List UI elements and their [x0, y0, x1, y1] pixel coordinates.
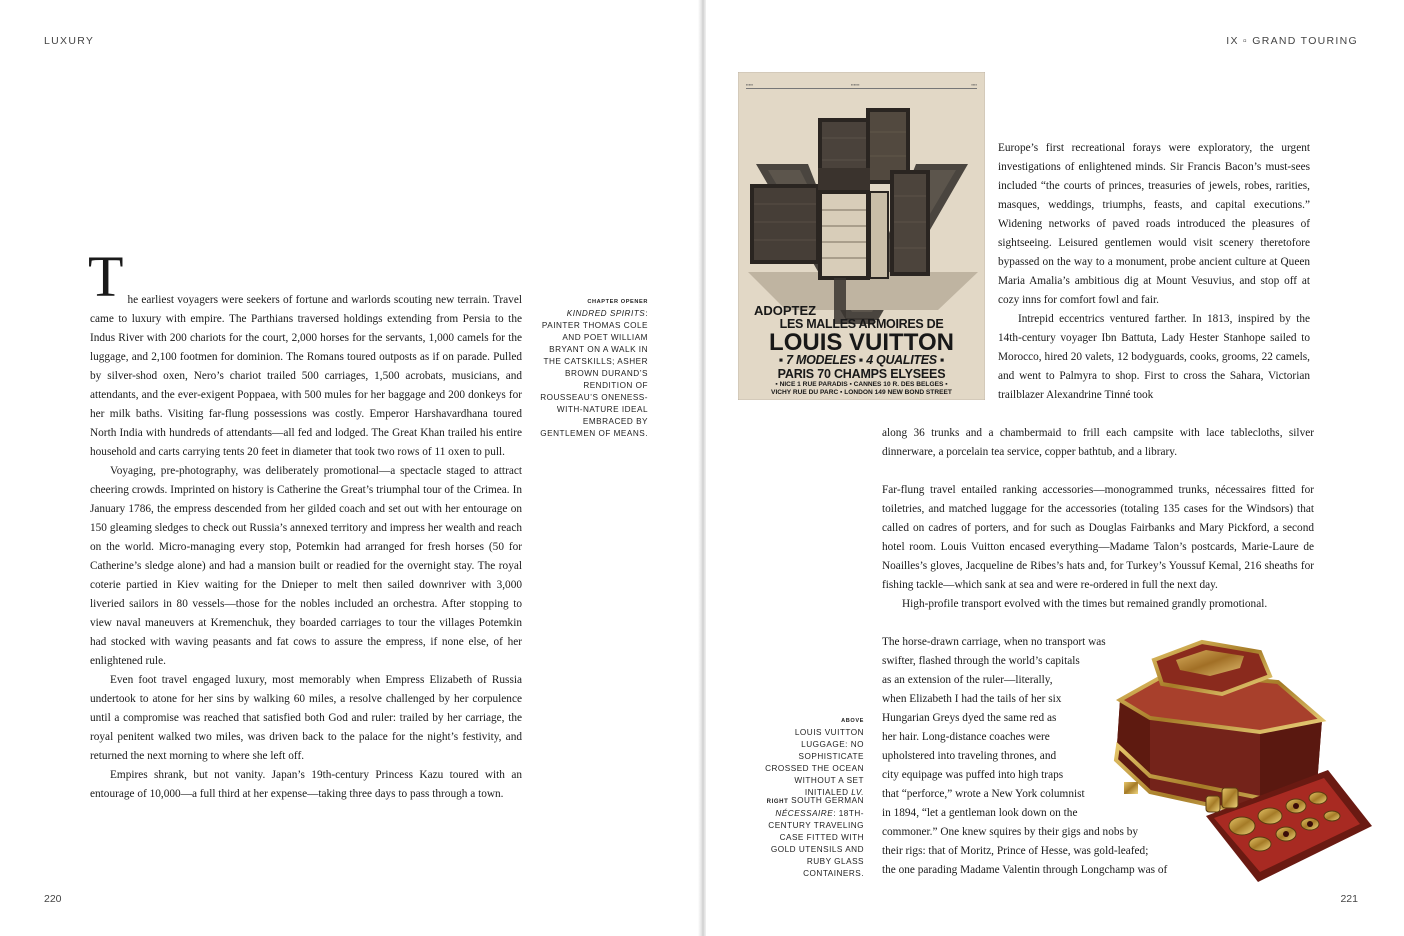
paragraph-high-profile: High-profile transport evolved with the times but remained grandly promotional.: [902, 598, 1268, 610]
right-column-wide: [882, 424, 1314, 614]
narrow-line: when Elizabeth I had the tails of her six: [882, 693, 1062, 705]
necessaire-case-image: [1110, 620, 1376, 888]
drop-cap: T: [88, 244, 124, 309]
narrow-line: as an extension of the ruler—literally,: [882, 674, 1053, 686]
opening-first-line: he earliest voyagers were seekers of fortune and warlords scouting new terrain.: [127, 294, 490, 306]
folio-left: 220: [44, 893, 62, 905]
poster-line-2: LES MALLES ARMOIRES DE: [779, 317, 944, 331]
paragraph-3: Even foot travel engaged luxury, most memorably when Empress Elizabeth of Russia undertook to atone for her sins by walking 60 miles, a resolve challenged by her corpulence until a compromise was reached that satisfied both God and ruler: trailed by her carriage, the royal penitent walked two miles, was driven back to the palace for the night’s festivity, and returned the next morning to where she left off.: [90, 674, 522, 762]
paragraph-intrepid: Intrepid eccentrics ventured farther. In 1813, inspired by the 14th-century voyager Ibn Battuta, Lady Hester Stanhope sailed to Morocco, hired 20 valets, 12 bodyguards, cooks, grooms, 22 camels, and went to Palmyra to shop. First to cross the Sahara, Victorian trailblazer Alexandrine Tinné took: [998, 313, 1310, 401]
paragraph-2: Voyaging, pre-photography, was deliberately promotional—a spectacle staged to attract cheering crowds. Imprinted on history is Catherine the Great’s triumphal tour of the Crimea. In January 1786, the empress descended from her gilded coach and set out with her entourage on 150 gleaming sledges to check out Russia’s annexed territory and impress her wealth and reach on the world. Micro-managing every stop, Potemkin had arranged for fresh horses (50 for Catherine’s sledge alone) and had a mansion built or readied for the overnight stay. The royal coterie partied in Kiev waiting for the Dnieper to melt then sailed downriver with 3,000 liveried sailors in 80 vessels—those for the nobles included an orchestra. After stopping to view naval maneuvers at Kremenchuk, they boarded carriages to tour the villages Potemkin had stocked with waving peasants and fat cows to assure the empress, if none else, of her enlightened rule.: [90, 465, 522, 667]
caption-above: [760, 715, 864, 799]
paragraph-tinne-cont: along 36 trunks and a chambermaid to frill each campsite with lace tablecloths, silver dinnerware, a porcelain tea service, copper bathtub, and a library.: [882, 427, 1314, 458]
caption-right-text1: SOUTH GERMAN: [788, 796, 864, 805]
narrow-line: commoner.” One knew squires by their gigs and nobs by: [882, 826, 1139, 838]
paragraph-europe: Europe’s first recreational forays were exploratory, the urgent investigations of enlightened minds. Sir Francis Bacon’s must-sees included “the courts of princes, treasuries of jewels, robes, rarities, masques, weddings, triumphs, feasts, and capital executions.” Widening networks of paved roads introduced the pleasures of sightseeing. Leisured gentlemen would visit scenery theretofore bypassed on the way to a monument, probe ancient culture at Queen Maria Amalia’s ambitious dig at Mount Vesuvius, and stop off at cozy inns for comfort fowl and fair.: [998, 142, 1310, 306]
chapter-opener-caption: [540, 296, 648, 440]
left-page: [0, 0, 700, 936]
caption-above-text: LOUIS VUITTON LUGGAGE: NO SOPHISTICATE CROSSED THE OCEAN WITHOUT A SET INITIALED: [765, 728, 864, 797]
caption-above-italic: LV.: [851, 788, 864, 797]
folio-right: 221: [1340, 893, 1358, 905]
paragraph-accessories: Far-flung travel entailed ranking accessories—monogrammed trunks, nécessaires fitted for toiletries, and matched luggage for the accessories (totaling 135 cases for the Windsors) that called on cadres of porters, and for such as Douglas Fairbanks and Mary Pickford, a second hotel room. Louis Vuitton encased everything—Madame Talon’s postcards, Marie-Laure de Noailles’s gloves, Jacqueline de Ribes’s hats and, for Turkey’s Youssuf Kemal, 216 sheaths for fishing tackle—which sank at sea and were re-ordered in full the next day.: [882, 484, 1314, 591]
narrow-line: in 1894, “let a gentleman look down on the: [882, 807, 1078, 819]
caption-above-kicker: ABOVE: [841, 718, 864, 724]
opening-paragraph: [88, 244, 522, 462]
narrow-line: their rigs: that of Moritz, Prince of Hesse, was gold-leafed;: [882, 845, 1149, 857]
caption-text: : PAINTER THOMAS COLE AND POET WILLIAM BRYANT ON A WALK IN THE CATSKILLS; ASHER BROWN DURAND’S RENDITION OF ROUSSEAU’S ONENESS-WITH-NATURE IDEAL EMBRACED BY GENTLEMEN OF MEANS.: [540, 309, 648, 438]
narrow-line: her hair. Long-distance coaches were: [882, 731, 1050, 743]
paragraph-4: Empires shrank, but not vanity. Japan’s 19th-century Princess Kazu toured with an entourage of 10,000—a full third at her expense—taking three days to pass through a town.: [90, 769, 522, 800]
narrow-line: swifter, flashed through the world’s capitals: [882, 655, 1080, 667]
narrow-line: The horse-drawn carriage, when no transport was: [882, 636, 1106, 648]
poster-line-3: LOUIS VUITTON: [769, 329, 954, 356]
caption-right-text2: : 18TH-CENTURY TRAVELING CASE FITTED WITH GOLD UTENSILS AND RUBY GLASS CONTAINERS.: [768, 809, 864, 878]
louis-vuitton-poster-image: ▪▪▪▪▪ ▪▪▪▪▪▪ ▪▪▪▪ ADOPTEZ LES MALLES ARMOIRES DE LOUIS VUITTON ▪ 7 MODELES ▪ 4 QUALITES ▪ PARIS 70 CHAMPS ELYSEES ▪ NICE 1 RUE PARADIS ▪ CANNES 10 R. DES BELGES ▪ VICHY RUE DU PARC ▪ LONDON 149 NEW BOND STREET: [738, 72, 985, 400]
caption-right: [760, 795, 864, 880]
poster-line-1: ADOPTEZ: [754, 303, 817, 318]
running-head-left: LUXURY: [44, 35, 95, 47]
narrow-line: Hungarian Greys dyed the same red as: [882, 712, 1057, 724]
narrow-line: the one parading Madame Valentin through Longchamp was of: [882, 864, 1168, 876]
left-body-text: [88, 244, 522, 804]
running-head-right: IX ▫ GRAND TOURING: [1226, 35, 1358, 47]
poster-line-7: VICHY RUE DU PARC ▪ LONDON 149 NEW BOND STREET: [771, 389, 952, 396]
caption-kicker: CHAPTER OPENER: [587, 299, 648, 305]
caption-italic: KINDRED SPIRITS: [566, 309, 646, 318]
narrow-line: that “perforce,” wrote a New York columnist: [882, 788, 1085, 800]
right-column-upper: [998, 139, 1310, 405]
poster-line-5: PARIS 70 CHAMPS ELYSEES: [777, 367, 946, 381]
poster-line-4: ▪ 7 MODELES ▪ 4 QUALITES ▪: [778, 353, 945, 367]
narrow-line: upholstered into traveling thrones, and: [882, 750, 1057, 762]
paragraph-1: Travel came to luxury with empire. The Parthians traversed holdings extending from Persia to the Indus River with 200 chariots for the court, 2,000 horses for the servants, 1,000 camels for the luggage, and 2,100 footmen for dominion. The Romans toured outposts as if on parade. Pulled by silver-shod oxen, Nero’s chariot trailed 500 carriages, 1,500 acrobats, musicians, and attendants, and the ever-exigent Poppaea, with 500 mules for her baggage and 200 donkeys for her milk baths. Visiting far-flung possessions was costly. Emperor Harshavardhana toured North India with hundreds of attendants—all fed and lodged. The Great Khan trailed his entire household and carts carrying tents 20 feet in diameter that took two rows of 11 oxen to pull.: [90, 294, 522, 458]
narrow-line: city equipage was puffed into high traps: [882, 769, 1064, 781]
poster-line-6: ▪ NICE 1 RUE PARADIS ▪ CANNES 10 R. DES BELGES ▪: [775, 381, 948, 388]
caption-right-italic: NÉCESSAIRE: [775, 809, 834, 818]
caption-right-kicker: RIGHT: [766, 799, 789, 805]
